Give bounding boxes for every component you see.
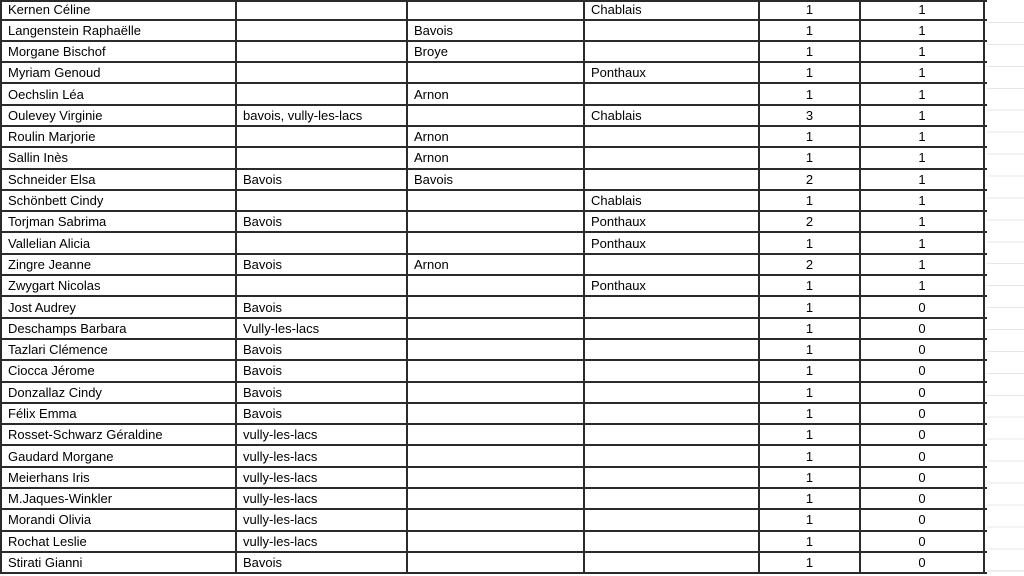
cell-count-1[interactable]: 1 — [760, 63, 861, 82]
cell-count-1[interactable]: 1 — [760, 127, 861, 146]
cell-region-b[interactable] — [408, 553, 585, 572]
cell-count-2[interactable]: 1 — [861, 42, 985, 61]
cell-region-a[interactable]: vully-les-lacs — [237, 510, 408, 529]
cell-region-c[interactable] — [585, 84, 760, 103]
cell-region-c[interactable] — [585, 361, 760, 380]
cell-region-b[interactable] — [408, 489, 585, 508]
cell-person-name[interactable]: Morgane Bischof — [2, 42, 237, 61]
cell-region-c[interactable] — [585, 489, 760, 508]
cell-count-2[interactable]: 1 — [861, 84, 985, 103]
cell-person-name[interactable]: Roulin Marjorie — [2, 127, 237, 146]
cell-person-name[interactable]: Stirati Gianni — [2, 553, 237, 572]
table-row[interactable] — [2, 383, 987, 404]
cell-count-1[interactable]: 1 — [760, 297, 861, 316]
cell-count-1[interactable]: 1 — [760, 361, 861, 380]
table-row[interactable] — [2, 510, 987, 531]
cell-region-b[interactable] — [408, 383, 585, 402]
table-row[interactable] — [2, 106, 987, 127]
cell-region-b[interactable] — [408, 361, 585, 380]
cell-count-1[interactable]: 1 — [760, 340, 861, 359]
cell-count-2[interactable]: 1 — [861, 148, 985, 167]
cell-person-name[interactable]: Oechslin Léa — [2, 84, 237, 103]
cell-region-a[interactable]: Bavois — [237, 340, 408, 359]
cell-region-a[interactable]: Vully-les-lacs — [237, 319, 408, 338]
table-row[interactable] — [2, 404, 987, 425]
cell-region-a[interactable]: vully-les-lacs — [237, 425, 408, 444]
cell-region-b[interactable]: Arnon — [408, 84, 585, 103]
cell-count-2[interactable]: 1 — [861, 106, 985, 125]
cell-count-2[interactable]: 1 — [861, 2, 985, 19]
cell-region-a[interactable]: Bavois — [237, 383, 408, 402]
table-row[interactable] — [2, 468, 987, 489]
cell-person-name[interactable]: Sallin Inès — [2, 148, 237, 167]
cell-region-c[interactable] — [585, 319, 760, 338]
cell-count-2[interactable]: 0 — [861, 446, 985, 465]
cell-count-1[interactable]: 1 — [760, 42, 861, 61]
cell-count-1[interactable]: 1 — [760, 468, 861, 487]
cell-person-name[interactable]: Zingre Jeanne — [2, 255, 237, 274]
cell-person-name[interactable]: Ciocca Jérome — [2, 361, 237, 380]
cell-person-name[interactable]: Myriam Genoud — [2, 63, 237, 82]
cell-region-a[interactable] — [237, 148, 408, 167]
table-row[interactable] — [2, 276, 987, 297]
cell-region-b[interactable]: Arnon — [408, 148, 585, 167]
cell-region-c[interactable]: Chablais — [585, 2, 760, 19]
cell-region-a[interactable]: Bavois — [237, 170, 408, 189]
cell-region-c[interactable]: Ponthaux — [585, 63, 760, 82]
cell-region-b[interactable]: Broye — [408, 42, 585, 61]
table-row[interactable] — [2, 319, 987, 340]
table-row[interactable] — [2, 532, 987, 553]
cell-person-name[interactable]: Jost Audrey — [2, 297, 237, 316]
cell-count-2[interactable]: 0 — [861, 319, 985, 338]
cell-count-2[interactable]: 0 — [861, 383, 985, 402]
table-row[interactable] — [2, 42, 987, 63]
cell-count-2[interactable]: 1 — [861, 212, 985, 231]
cell-count-2[interactable]: 0 — [861, 297, 985, 316]
cell-count-1[interactable]: 1 — [760, 21, 861, 40]
cell-region-b[interactable] — [408, 63, 585, 82]
cell-region-a[interactable] — [237, 233, 408, 252]
cell-region-c[interactable] — [585, 170, 760, 189]
table-row[interactable] — [2, 21, 987, 42]
cell-person-name[interactable]: Félix Emma — [2, 404, 237, 423]
cell-region-c[interactable] — [585, 148, 760, 167]
cell-count-1[interactable]: 1 — [760, 489, 861, 508]
cell-count-2[interactable]: 1 — [861, 233, 985, 252]
cell-region-c[interactable] — [585, 553, 760, 572]
cell-region-b[interactable] — [408, 468, 585, 487]
cell-region-a[interactable]: Bavois — [237, 255, 408, 274]
cell-count-1[interactable]: 1 — [760, 276, 861, 295]
cell-count-1[interactable]: 1 — [760, 383, 861, 402]
cell-region-c[interactable]: Ponthaux — [585, 233, 760, 252]
cell-person-name[interactable]: M.Jaques-Winkler — [2, 489, 237, 508]
cell-region-b[interactable] — [408, 106, 585, 125]
cell-region-a[interactable]: Bavois — [237, 553, 408, 572]
cell-person-name[interactable]: Langenstein Raphaëlle — [2, 21, 237, 40]
table-row[interactable] — [2, 191, 987, 212]
cell-region-b[interactable] — [408, 446, 585, 465]
cell-count-1[interactable]: 2 — [760, 212, 861, 231]
table-row[interactable] — [2, 148, 987, 169]
cell-region-a[interactable]: Bavois — [237, 361, 408, 380]
cell-count-2[interactable]: 1 — [861, 276, 985, 295]
table-row[interactable] — [2, 233, 987, 254]
cell-region-a[interactable]: vully-les-lacs — [237, 489, 408, 508]
cell-count-1[interactable]: 1 — [760, 191, 861, 210]
cell-person-name[interactable]: Vallelian Alicia — [2, 233, 237, 252]
cell-count-2[interactable]: 1 — [861, 255, 985, 274]
cell-region-c[interactable] — [585, 255, 760, 274]
cell-region-b[interactable] — [408, 276, 585, 295]
cell-region-c[interactable] — [585, 383, 760, 402]
cell-count-2[interactable]: 1 — [861, 191, 985, 210]
cell-count-1[interactable]: 1 — [760, 446, 861, 465]
table-row[interactable] — [2, 553, 987, 574]
cell-region-c[interactable] — [585, 468, 760, 487]
cell-person-name[interactable]: Zwygart Nicolas — [2, 276, 237, 295]
cell-count-2[interactable]: 0 — [861, 510, 985, 529]
cell-count-2[interactable]: 1 — [861, 63, 985, 82]
table-row[interactable] — [2, 489, 987, 510]
cell-region-b[interactable]: Bavois — [408, 21, 585, 40]
cell-person-name[interactable]: Gaudard Morgane — [2, 446, 237, 465]
cell-region-b[interactable] — [408, 319, 585, 338]
cell-region-a[interactable] — [237, 127, 408, 146]
table-row[interactable] — [2, 170, 987, 191]
cell-person-name[interactable]: Deschamps Barbara — [2, 319, 237, 338]
cell-count-1[interactable]: 2 — [760, 170, 861, 189]
cell-person-name[interactable]: Schönbett Cindy — [2, 191, 237, 210]
cell-region-b[interactable] — [408, 233, 585, 252]
cell-region-b[interactable] — [408, 191, 585, 210]
cell-count-2[interactable]: 1 — [861, 170, 985, 189]
cell-count-2[interactable]: 0 — [861, 489, 985, 508]
cell-region-b[interactable] — [408, 510, 585, 529]
table-row[interactable] — [2, 2, 987, 21]
cell-region-c[interactable] — [585, 297, 760, 316]
cell-region-c[interactable]: Chablais — [585, 106, 760, 125]
cell-region-a[interactable] — [237, 42, 408, 61]
cell-person-name[interactable]: Morandi Olivia — [2, 510, 237, 529]
cell-count-1[interactable]: 1 — [760, 233, 861, 252]
cell-count-2[interactable]: 0 — [861, 532, 985, 551]
cell-region-a[interactable]: Bavois — [237, 212, 408, 231]
cell-region-b[interactable] — [408, 425, 585, 444]
cell-region-a[interactable] — [237, 191, 408, 210]
table-row[interactable] — [2, 297, 987, 318]
cell-person-name[interactable]: Tazlari Clémence — [2, 340, 237, 359]
cell-count-1[interactable]: 1 — [760, 510, 861, 529]
cell-region-c[interactable] — [585, 510, 760, 529]
cell-person-name[interactable]: Schneider Elsa — [2, 170, 237, 189]
cell-count-1[interactable]: 1 — [760, 84, 861, 103]
cell-region-c[interactable] — [585, 21, 760, 40]
cell-region-a[interactable] — [237, 63, 408, 82]
cell-region-b[interactable] — [408, 297, 585, 316]
cell-region-c[interactable] — [585, 532, 760, 551]
cell-region-b[interactable]: Arnon — [408, 255, 585, 274]
cell-region-c[interactable] — [585, 425, 760, 444]
cell-region-a[interactable] — [237, 84, 408, 103]
cell-region-a[interactable]: Bavois — [237, 404, 408, 423]
cell-count-1[interactable]: 1 — [760, 404, 861, 423]
cell-count-1[interactable]: 1 — [760, 148, 861, 167]
cell-count-2[interactable]: 0 — [861, 553, 985, 572]
cell-count-1[interactable]: 2 — [760, 255, 861, 274]
cell-region-c[interactable]: Chablais — [585, 191, 760, 210]
cell-count-1[interactable]: 1 — [760, 532, 861, 551]
cell-count-2[interactable]: 1 — [861, 21, 985, 40]
cell-person-name[interactable]: Kernen Céline — [2, 2, 237, 19]
cell-person-name[interactable]: Torjman Sabrima — [2, 212, 237, 231]
cell-region-c[interactable] — [585, 42, 760, 61]
cell-count-2[interactable]: 0 — [861, 468, 985, 487]
table-row[interactable] — [2, 425, 987, 446]
cell-region-a[interactable]: vully-les-lacs — [237, 446, 408, 465]
cell-count-2[interactable]: 0 — [861, 361, 985, 380]
cell-count-2[interactable]: 1 — [861, 127, 985, 146]
cell-region-c[interactable] — [585, 127, 760, 146]
cell-region-c[interactable] — [585, 446, 760, 465]
cell-region-c[interactable]: Ponthaux — [585, 276, 760, 295]
cell-count-1[interactable]: 3 — [760, 106, 861, 125]
cell-region-b[interactable] — [408, 2, 585, 19]
sheet-gridlines — [987, 22, 1024, 576]
cell-region-b[interactable]: Bavois — [408, 170, 585, 189]
cell-region-c[interactable]: Ponthaux — [585, 212, 760, 231]
cell-region-a[interactable]: Bavois — [237, 297, 408, 316]
cell-region-a[interactable] — [237, 21, 408, 40]
cell-count-1[interactable]: 1 — [760, 319, 861, 338]
table-row[interactable] — [2, 63, 987, 84]
cell-person-name[interactable]: Meierhans Iris — [2, 468, 237, 487]
table-row[interactable] — [2, 84, 987, 105]
cell-region-b[interactable] — [408, 404, 585, 423]
cell-region-a[interactable] — [237, 276, 408, 295]
cell-count-1[interactable]: 1 — [760, 553, 861, 572]
cell-count-1[interactable]: 1 — [760, 2, 861, 19]
table-row[interactable] — [2, 127, 987, 148]
cell-person-name[interactable]: Rochat Leslie — [2, 532, 237, 551]
cell-region-a[interactable] — [237, 2, 408, 19]
cell-region-a[interactable]: vully-les-lacs — [237, 532, 408, 551]
table-row[interactable] — [2, 255, 987, 276]
cell-person-name[interactable]: Oulevey Virginie — [2, 106, 237, 125]
table-row[interactable] — [2, 361, 987, 382]
cell-count-2[interactable]: 0 — [861, 340, 985, 359]
cell-region-c[interactable] — [585, 404, 760, 423]
cell-region-a[interactable]: vully-les-lacs — [237, 468, 408, 487]
cell-region-b[interactable] — [408, 212, 585, 231]
table-row[interactable] — [2, 446, 987, 467]
cell-region-b[interactable]: Arnon — [408, 127, 585, 146]
cell-person-name[interactable]: Donzallaz Cindy — [2, 383, 237, 402]
cell-region-b[interactable] — [408, 340, 585, 359]
cell-region-c[interactable] — [585, 340, 760, 359]
table-row[interactable] — [2, 340, 987, 361]
cell-count-2[interactable]: 0 — [861, 404, 985, 423]
cell-region-a[interactable]: bavois, vully-les-lacs — [237, 106, 408, 125]
cell-count-1[interactable]: 1 — [760, 425, 861, 444]
cell-count-2[interactable]: 0 — [861, 425, 985, 444]
cell-person-name[interactable]: Rosset-Schwarz Géraldine — [2, 425, 237, 444]
cell-region-b[interactable] — [408, 532, 585, 551]
table-row[interactable] — [2, 212, 987, 233]
